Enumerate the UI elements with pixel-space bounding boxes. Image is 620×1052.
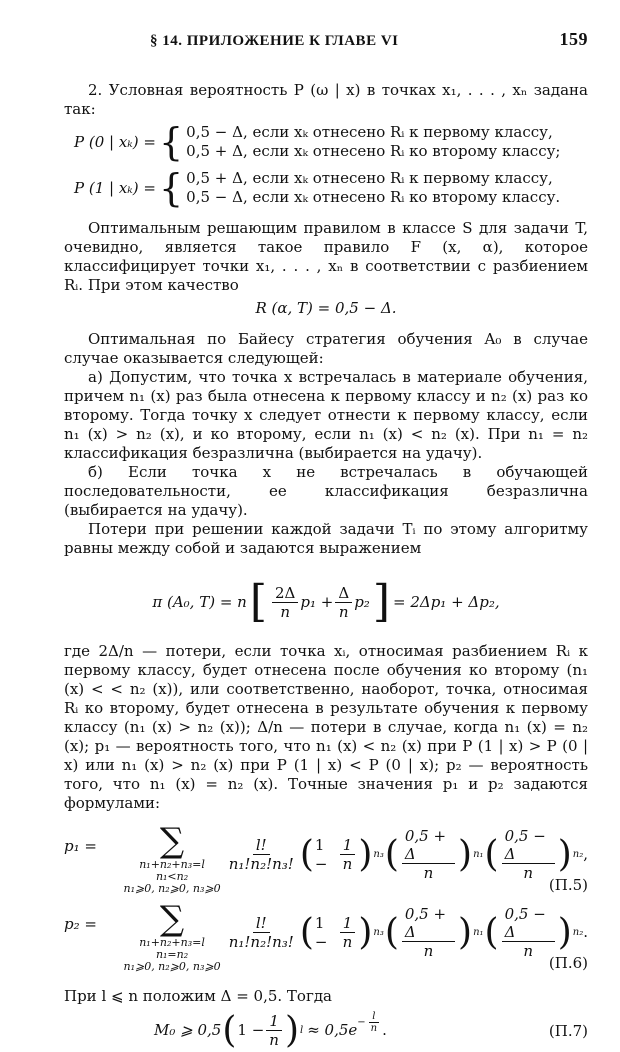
denominator: n [342, 933, 353, 951]
equation-pi-lhs: π (A₀, T) = n [152, 592, 247, 611]
right-paren: ) [284, 1009, 299, 1051]
left-paren: ( [384, 911, 399, 953]
summation-condition: n₁=n₂ [155, 948, 189, 961]
equation-p2 [64, 901, 588, 973]
denominator: n [342, 855, 353, 873]
summation [120, 823, 223, 895]
punctuation: . [382, 1021, 387, 1039]
numerator: 1 [340, 836, 356, 855]
formula-p0-lhs: P (0 | xₖ) = [74, 132, 156, 151]
left-paren: ( [299, 911, 314, 953]
denominator: n [423, 864, 434, 882]
denominator: n [370, 1023, 378, 1034]
factor-text: 1 − [314, 835, 328, 873]
exponent: n₁ [473, 927, 484, 938]
factor-text: 1 − [237, 1021, 265, 1039]
numerator: l! [253, 914, 270, 933]
right-paren: ) [557, 911, 572, 953]
exponent: n₂ [572, 927, 584, 938]
punctuation: . [583, 923, 589, 941]
summation-condition: n₁+n₂+n₃=l [139, 936, 205, 949]
summation-condition: n₁⩾0, n₂⩾0, n₃⩾0 [123, 960, 221, 973]
left-paren: ( [484, 833, 499, 875]
formula-p1-case1: 0,5 + Δ, если xₖ отнесено Rᵢ к первому классу, [186, 169, 553, 187]
numerator: 2Δ [272, 584, 298, 603]
denominator: n₁!n₂!n₃! [228, 933, 294, 951]
numerator: 0,5 − Δ [502, 905, 555, 942]
sigma-symbol: ∑ [159, 821, 185, 861]
denominator: n [423, 942, 434, 960]
fraction [502, 905, 555, 960]
page [64, 30, 588, 1052]
exponent: n₂ [572, 849, 584, 860]
right-paren: ) [458, 911, 473, 953]
numerator: 0,5 + Δ [402, 827, 455, 864]
left-paren: ( [384, 833, 399, 875]
denominator: n [523, 942, 533, 960]
fraction [340, 836, 356, 873]
left-brace: { [158, 120, 184, 164]
numerator: 0,5 + Δ [402, 905, 455, 942]
equation-p1 [64, 823, 588, 895]
equation-quality: R (α, T) = 0,5 − Δ. [255, 299, 397, 317]
fraction [266, 1012, 282, 1049]
right-paren: ) [458, 833, 473, 875]
denominator: n [280, 602, 291, 621]
numerator: l [369, 1011, 378, 1023]
denominator: n [269, 1031, 279, 1049]
denominator: n₁!n₂!n₃! [228, 855, 294, 873]
summation-condition: n₁+n₂+n₃=l [139, 858, 205, 871]
denominator: n [338, 602, 349, 621]
equation-number: (П.5) [548, 876, 588, 894]
equation-number: (П.6) [548, 954, 588, 972]
exponent: n₁ [473, 849, 484, 860]
paragraph-conditional-probability: 2. Условная вероятность P (ω | x) в точках x₁, . . . , xₙ задана так: [64, 81, 588, 118]
running-header [64, 30, 588, 51]
header-title: § 14. ПРИЛОЖЕНИЕ К ГЛАВЕ VI [150, 33, 399, 49]
paragraph-losses: Потери при решении каждой задачи Tᵢ по этому алгоритму равны между собой и задаются выражением [64, 520, 588, 557]
sigma-symbol: ∑ [159, 899, 185, 939]
paragraph-where: где 2Δ/n — потери, если точка xᵢ, относимая разбиением Rᵢ к первому классу, будет отнесена после обучения ко второму (n₁ (x) < < n₂ (x)), или соответственно, наоборот, точка, относимая Rᵢ ко второму, будет отнесена в результате обучения к первому классу (n₁ (x) > n₂ (x)); Δ/n — потери в случае, когда n₁ (x) = n₂ (x); p₁ — вероятность того, что n₁ (x) < n₂ (x) при P (1 | x) > P (0 | x) или n₁ (x) > n₂ (x) при P (1 | x) < P (0 | x); p₂ — вероятность того, что n₁ (x) = n₂ (x). Точные значения p₁ и p₂ задаются формулами: [64, 642, 588, 812]
fraction [335, 584, 352, 621]
fraction [402, 827, 455, 882]
fraction [226, 836, 297, 873]
paragraph-when: При l ⩽ n положим Δ = 0,5. Тогда [64, 987, 333, 1005]
left-brace: { [158, 166, 184, 210]
fraction [226, 914, 297, 951]
equation-p2-lhs: p₂ = [64, 915, 97, 933]
approx-expression: ≈ 0,5e [307, 1021, 358, 1039]
left-paren: ( [484, 911, 499, 953]
paragraph-case-b: б) Если точка x не встречалась в обучающей последовательности, ее классификация безразлична (выбирается на удачу). [64, 463, 588, 519]
exponent [357, 1011, 382, 1034]
formula-p0 [74, 120, 588, 164]
numerator: l! [253, 836, 270, 855]
formula-p0-case2: 0,5 + Δ, если xₖ отнесено Rᵢ ко второму классу; [186, 142, 561, 160]
exponent: l [300, 1025, 304, 1036]
numerator: 0,5 − Δ [502, 827, 555, 864]
numerator: 1 [340, 914, 356, 933]
formula-p1-lhs: P (1 | xₖ) = [74, 178, 156, 197]
fraction [402, 905, 455, 960]
factor-text: 1 − [314, 913, 328, 951]
fraction [272, 584, 298, 621]
numerator: Δ [335, 584, 352, 603]
fraction [340, 914, 356, 951]
fraction [368, 1011, 380, 1034]
left-paren: ( [222, 1009, 237, 1051]
equation-number: (П.7) [548, 1022, 588, 1040]
equation-pi [64, 576, 588, 627]
page-number: 159 [559, 29, 588, 49]
equation-m0 [64, 1009, 588, 1052]
formula-p1 [74, 166, 588, 210]
formula-p0-case1: 0,5 − Δ, если xₖ отнесено Rᵢ к первому классу, [186, 123, 553, 141]
summation [120, 901, 223, 973]
paragraph-bayes-strategy: Оптимальная по Байесу стратегия обучения A₀ в случае случае оказывается следующей: [64, 330, 588, 367]
denominator: n [523, 864, 533, 882]
left-paren: ( [299, 833, 314, 875]
paragraph-optimal-rule: Оптимальным решающим правилом в классе S для задачи T, очевидно, является такое правило F (x, α), которое классифицирует точки x₁, . . . , xₙ в соответствии с разбиением Rᵢ. При этом качество [64, 219, 588, 294]
numerator: 1 [266, 1012, 282, 1031]
right-paren: ) [557, 833, 572, 875]
right-paren: ) [358, 911, 373, 953]
summation-condition: n₁<n₂ [155, 870, 189, 883]
exponent-sign: − [357, 1017, 366, 1028]
right-paren: ) [358, 833, 373, 875]
equation-m0-lhs: M₀ ⩾ 0,5 [154, 1021, 222, 1039]
fraction [502, 827, 555, 882]
left-bracket: [ [249, 576, 267, 627]
summation-condition: n₁⩾0, n₂⩾0, n₃⩾0 [123, 882, 221, 895]
formula-p1-case2: 0,5 − Δ, если xₖ отнесено Rᵢ ко второму классу. [186, 188, 561, 206]
equation-p1-lhs: p₁ = [64, 837, 97, 855]
equation-pi-rhs: = 2Δp₁ + Δp₂, [392, 592, 500, 611]
right-bracket: ] [372, 576, 390, 627]
equation-pi-middle: p₁ + [300, 592, 334, 611]
exponent: n₃ [373, 849, 384, 860]
paragraph-case-a: а) Допустим, что точка x встречалась в материале обучения, причем n₁ (x) раз была отнесена к первому классу и n₂ (x) раз ко второму. Тогда точку x следует отнести к первому классу, если n₁ (x) > n₂ (x), и ко второму, если n₁ (x) < n₂ (x). При n₁ = n₂ классификация безразлична (выбирается на удачу). [64, 368, 588, 462]
equation-pi-tail: p₂ [354, 592, 370, 611]
punctuation: , [583, 845, 589, 863]
exponent: n₃ [373, 927, 384, 938]
